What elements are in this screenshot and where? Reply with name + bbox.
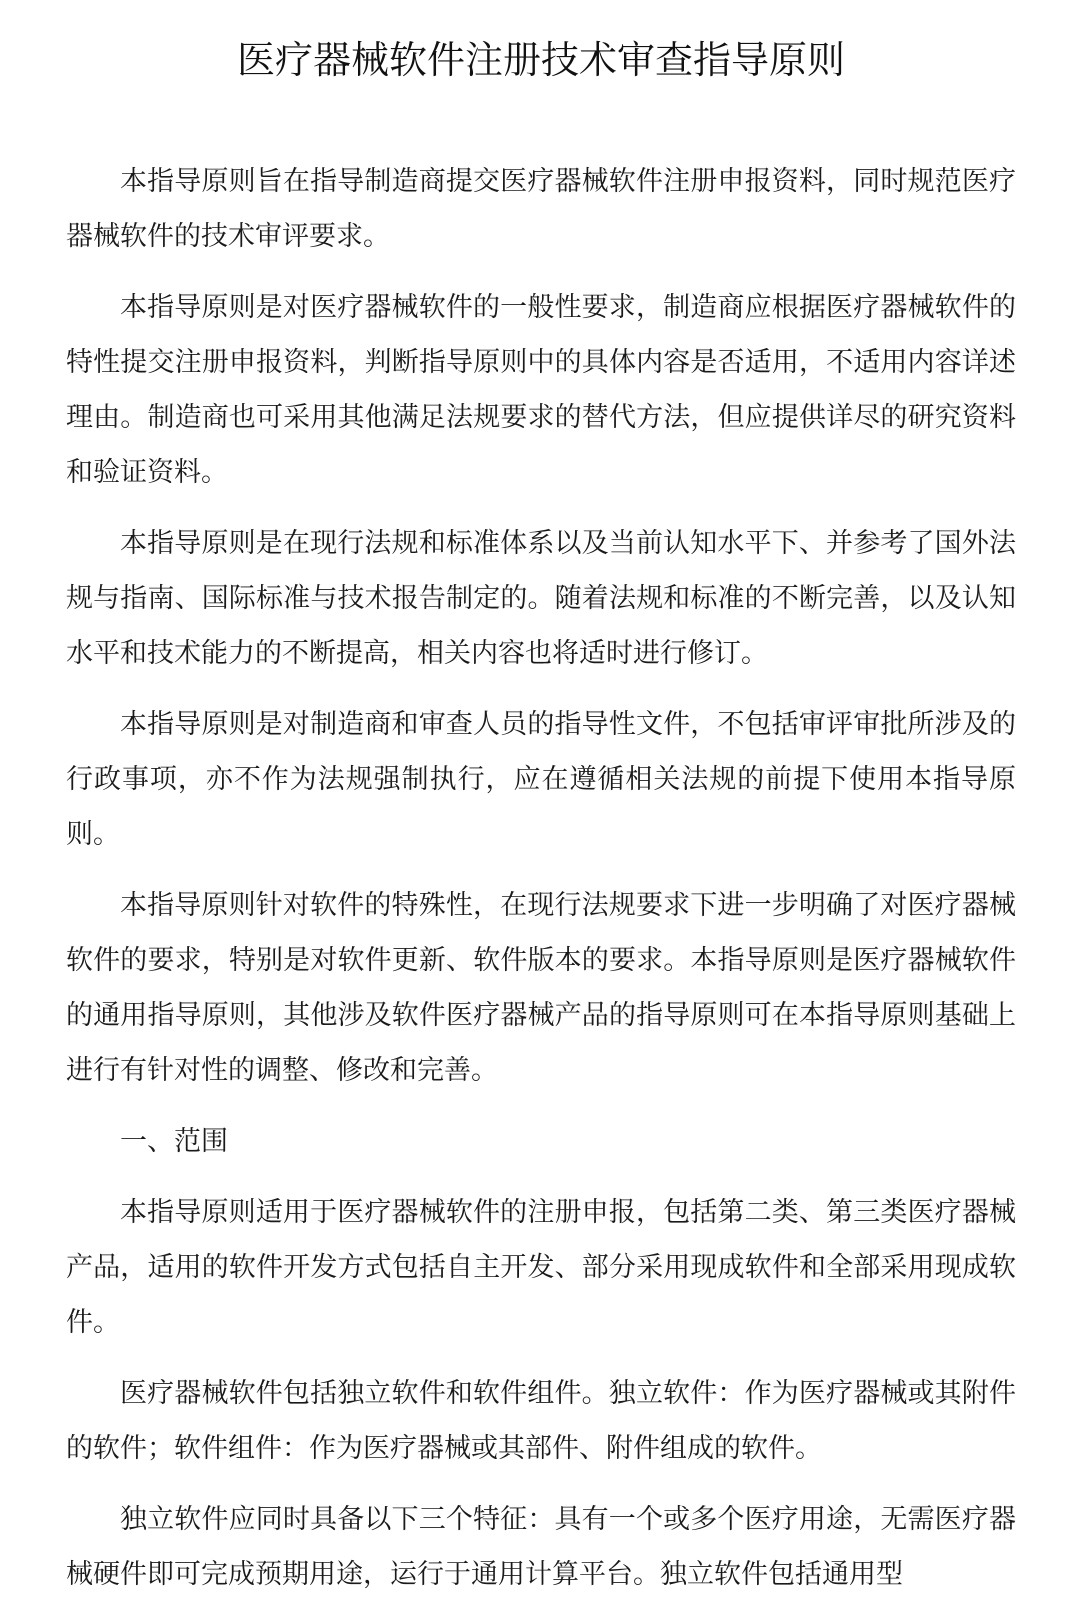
paragraph-software-specificity: 本指导原则针对软件的特殊性，在现行法规要求下进一步明确了对医疗器械软件的要求，特别是对软件更新、软件版本的要求。本指导原则是医疗器械软件的通用指导原则，其他涉及软件医疗器械产品的指导原则可在本指导原则基础上进行有针对性的调整、修改和完善。 (66, 890, 1016, 1086)
document-title: 医疗器械软件注册技术审查指导原则 (236, 38, 845, 82)
paragraph-software-types: 医疗器械软件包括独立软件和软件组件。独立软件：作为医疗器械或其附件的软件；软件组件：作为医疗器械或其部件、附件组成的软件。 (66, 1378, 1016, 1464)
paragraph-nature-of-guideline: 本指导原则是对制造商和审查人员的指导性文件，不包括审评审批所涉及的行政事项，亦不作为法规强制执行，应在遵循相关法规的前提下使用本指导原则。 (66, 709, 1016, 850)
paragraph-purpose: 本指导原则旨在指导制造商提交医疗器械软件注册申报资料，同时规范医疗器械软件的技术审评要求。 (66, 166, 1016, 252)
paragraph-general-requirements: 本指导原则是对医疗器械软件的一般性要求，制造商应根据医疗器械软件的特性提交注册申报资料，判断指导原则中的具体内容是否适用，不适用内容详述理由。制造商也可采用其他满足法规要求的替代方法，但应提供详尽的研究资料和验证资料。 (66, 292, 1016, 488)
paragraph-basis-and-revision: 本指导原则是在现行法规和标准体系以及当前认知水平下、并参考了国外法规与指南、国际标准与技术报告制定的。随着法规和标准的不断完善，以及认知水平和技术能力的不断提高，相关内容也将适时进行修订。 (66, 528, 1016, 669)
paragraph-scope-applicability: 本指导原则适用于医疗器械软件的注册申报，包括第二类、第三类医疗器械产品，适用的软件开发方式包括自主开发、部分采用现成软件和全部采用现成软件。 (66, 1197, 1016, 1338)
section-heading-scope: 一、范围 (120, 1126, 228, 1157)
document-body (66, 154, 1016, 1602)
paragraph-standalone-software-features: 独立软件应同时具备以下三个特征：具有一个或多个医疗用途，无需医疗器械硬件即可完成预期用途，运行于通用计算平台。独立软件包括通用型 (66, 1504, 1016, 1590)
